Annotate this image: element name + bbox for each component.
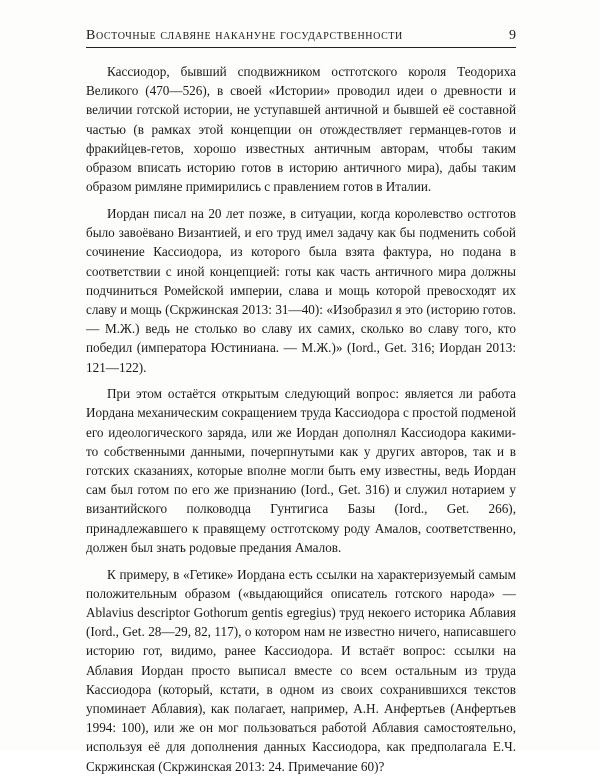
page-number: 9 (509, 28, 516, 43)
paragraph-2: Иордан писал на 20 лет позже, в ситуации, когда королевство остготов было завоёвано Византией, и его труд имел задачу как бы подменить собой сочинение Кассиодора, из которого была взята фактура, но подана в соответствии с иной концепцией: готы как часть античного мира должны подчиниться Ромейской империи, слава и мощь которой превосходят их славу и мощь (Скржинская 2013: 31—40): «Изобразил я это (историю готов. — М.Ж.) ведь не столько во славу их самих, сколько во славу того, кто победил (императора Юстиниана. — М.Ж.)» (Iord., Get. 316; Иордан 2013: 121—122). (86, 205, 516, 375)
running-head (86, 22, 516, 48)
paragraph-1: Кассиодор, бывший сподвижником остготского короля Теодориха Великого (470—526), в своей «Истории» проводил идеи о древности и величии готской истории, не уступавшей античной и бывшей её составной частью (в рамках этой концепции он отождествляет германцев-готов и фракийцев-гетов, хорошо известных античным авторам, чтобы таким образом вписать историю готов в историю античного мира), дабы таким образом римляне примирились с правлением готов в Италии. (86, 64, 516, 195)
running-title: Восточные славяне накануне государственности (86, 28, 403, 43)
paragraph-3: При этом остаётся открытым следующий вопрос: является ли работа Иордана механическим сокращением труда Кассиодора с простой подменой его идеологического заряда, или же Иордан дополнял Кассиодора какими-то собственными данными, почерпнутыми как у других авторов, так и в готских сказаниях, которые вполне могли быть ему известны, ведь Иордан сам был готом по его же признанию (Iord., Get. 316) и служил нотарием у византийского полководца Гунтигиса Базы (Iord., Get. 266), принадлежавшего к правящему остготскому роду Амалов, соответственно, должен был знать родовые предания Амалов. (86, 386, 516, 555)
paragraph-4: К примеру, в «Гетике» Иордана есть ссылки на характеризуемый самым положительным образом («выдающийся описатель готского народа» — Ablavius descriptor Gothorum gentis egregius) труд некоего историка Аблавия (Iord., Get. 28—29, 82, 117), о котором нам не известно ничего, написавшего историю гот, видимо, ранее Кассиодора. И встаёт вопрос: ссылки на Аблавия Иордан просто выписал вместе со всем остальным из труда Кассиодора (который, кстати, в одном из своих сохранившихся текстов упоминает Аблавия), как полагает, например, А.Н. Анфертьев (Анфертьев 1994: 100), или же он мог пользоваться работой Аблавия самостоятельно, используя её для дополнения данных Кассиодора, как предполагала Е.Ч. Скржинская (Скржинская 2013: 24. Примечание 60)? (86, 566, 516, 774)
body-text (86, 62, 516, 783)
